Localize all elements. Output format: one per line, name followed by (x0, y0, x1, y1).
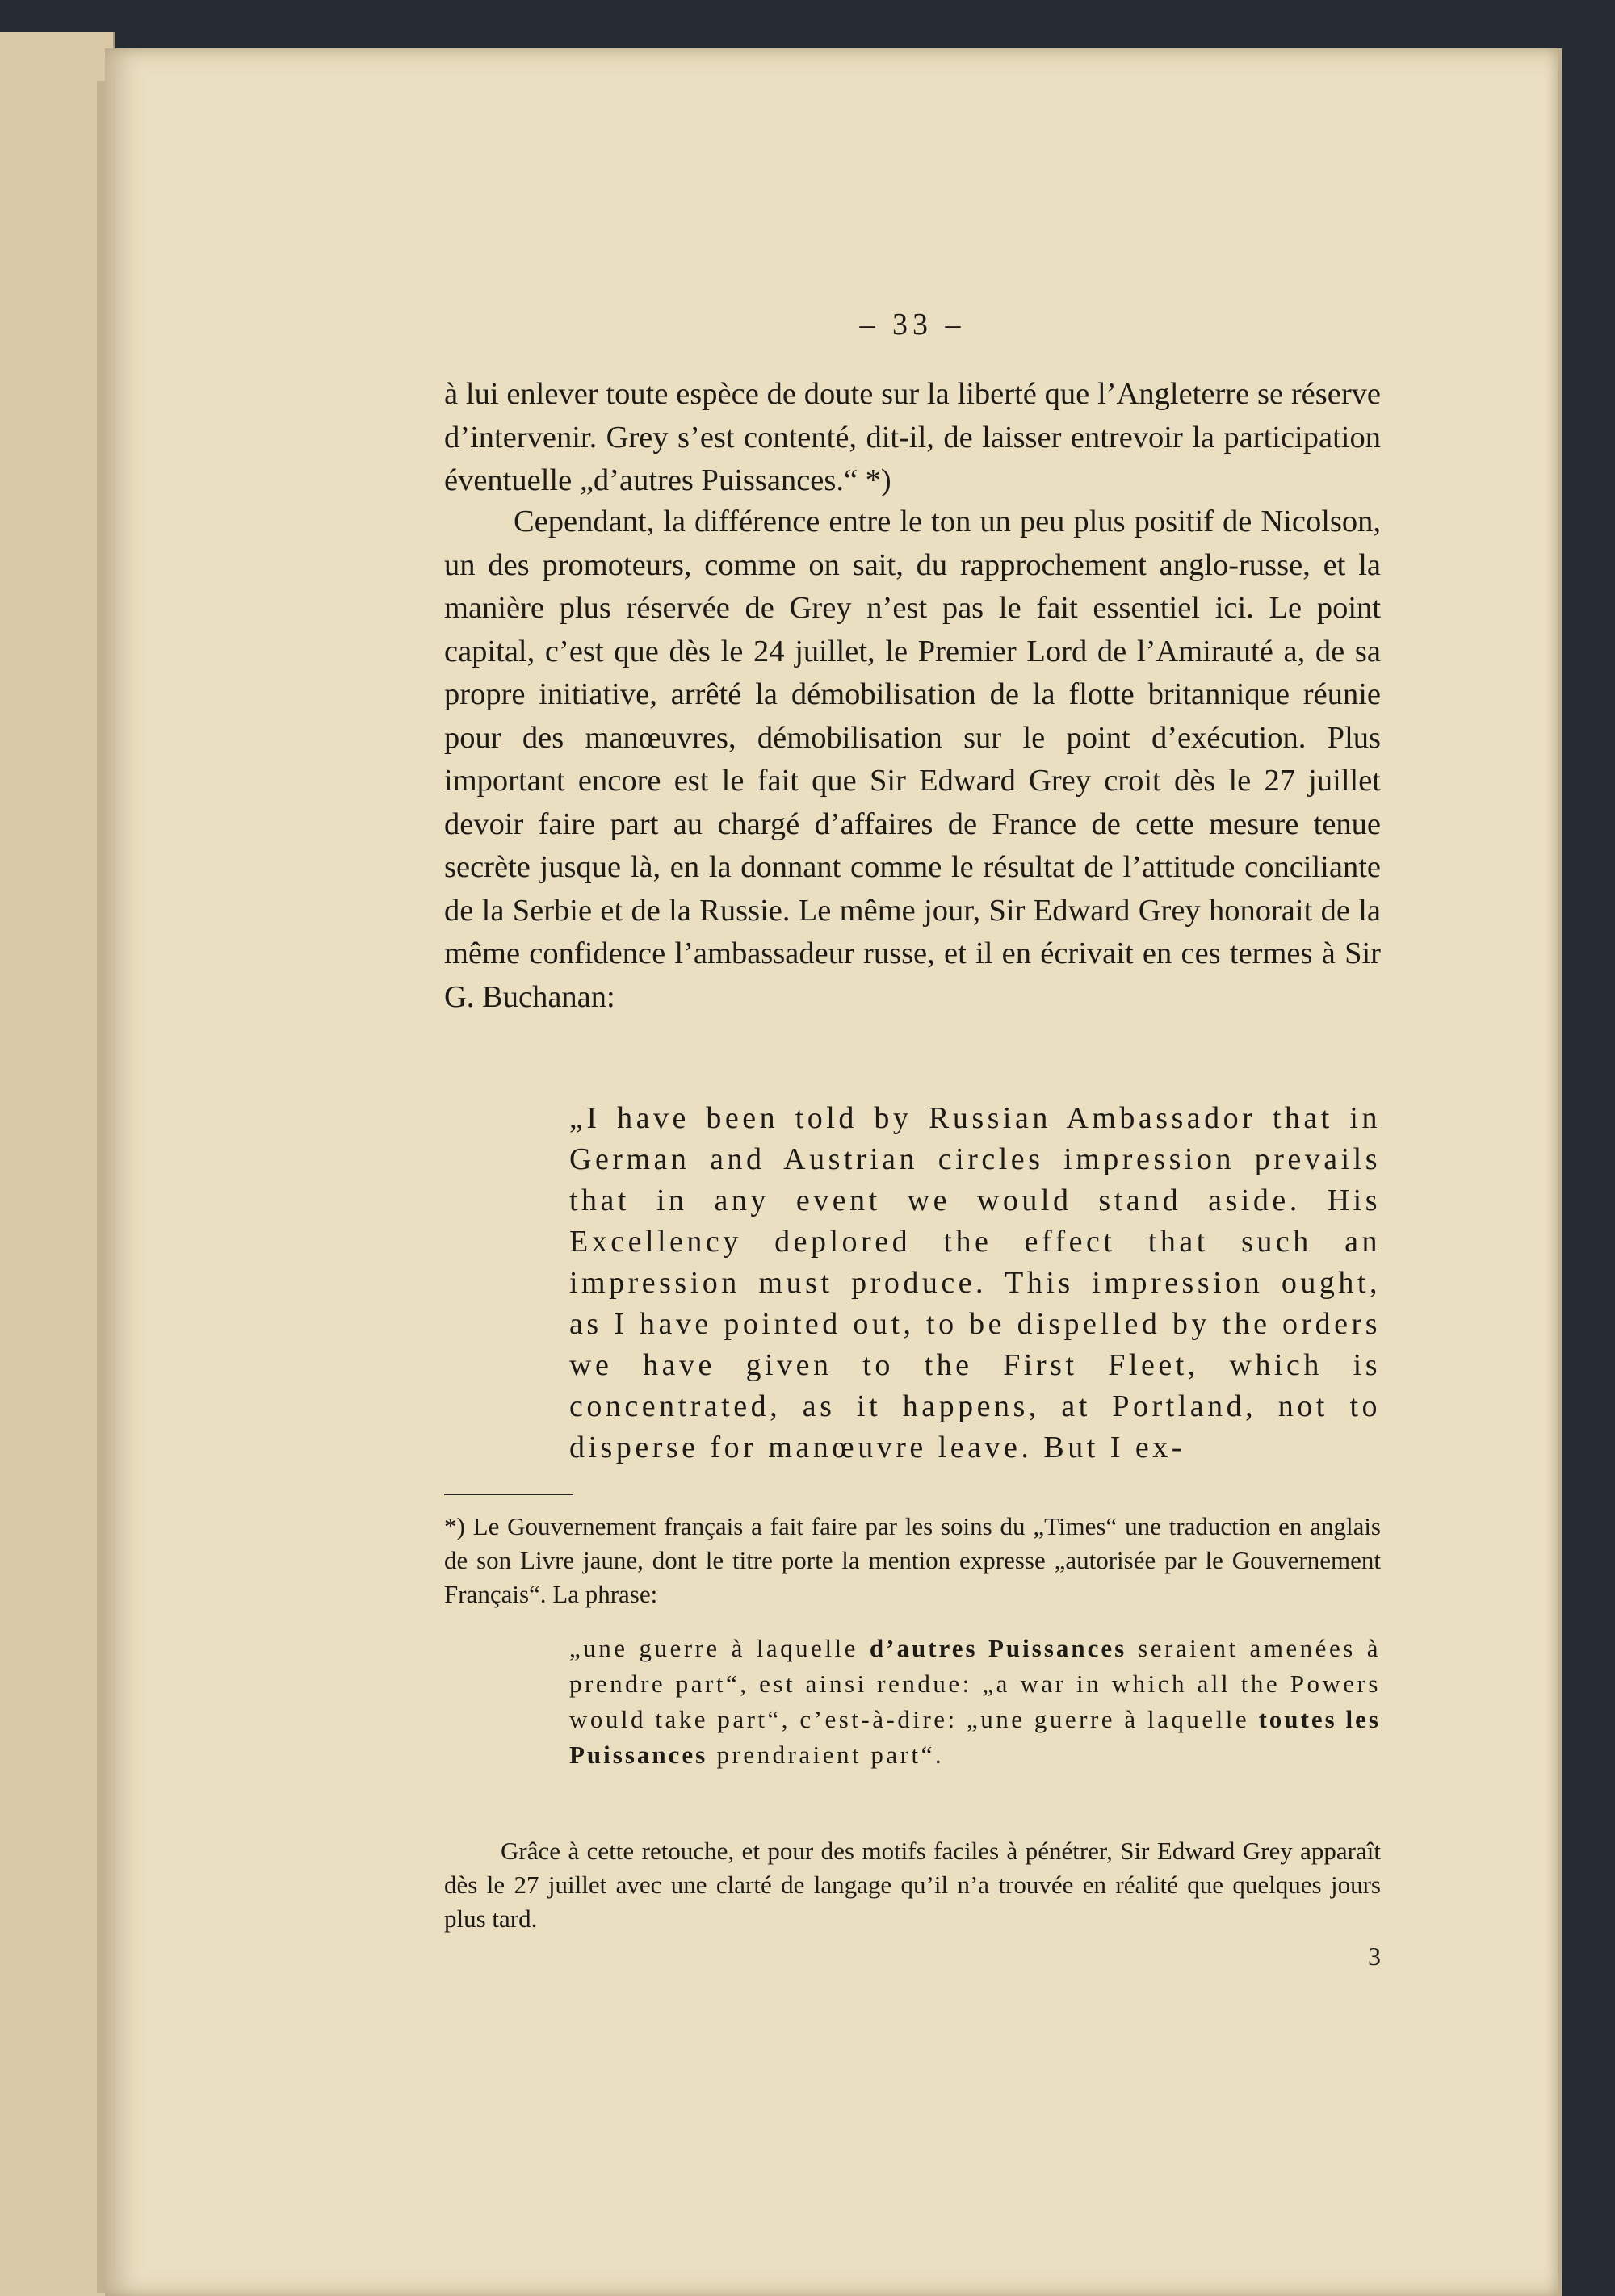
footnote-quote-part: seraient amenées à prendre part“, est ainsi rendue: „a war in which all the Powers would take part“, c’est-à-dire: „une guerre à laquelle (569, 1634, 1381, 1733)
left-page-edge (0, 32, 115, 2296)
footnote-quote-part: „une guerre à laquelle (569, 1634, 870, 1662)
paragraph-1: à lui enlever toute espèce de doute sur la liberté que l’Angleterre se réserve d’intervenir. Grey s’est contenté, dit-il, de laisser entrevoir la participation éventuelle „d’autres Puissances.“ *) (444, 377, 1381, 497)
footnote-quote-part: prendraient part“. (707, 1741, 945, 1769)
footnote-intro: *) Le Gouvernement français a fait faire par les soins du „Times“ une traduction en anglais de son Livre jaune, dont le titre porte la mention expresse „autorisée par le Gouvernement Français“. La phrase: (444, 1512, 1381, 1608)
footnote-emphasis: toutes les Puissances (569, 1705, 1381, 1769)
footnote-conclusion: Grâce à cette retouche, et pour des motifs faciles à pénétrer, Sir Edward Grey apparaît dès le 27 juillet avec une clarté de langage qu’il n’a trouvée en réalité que quelques jours plus tard. (444, 1837, 1381, 1933)
footnote-separator (444, 1494, 573, 1495)
block-quote: „I have been told by Russian Ambassador that in German and Austrian circles impression prevails that in any event we would stand aside. His Excellency deplored the effect that such an impression must produce. This impression ought, as I have pointed out, to be dispelled by the orders we have given to the First Fleet, which is concentrated, as it happens, at Portland, not to disperse for manœuvre leave. But I ex- (569, 1101, 1381, 1464)
paragraph-2: Cependant, la différence entre le ton un peu plus positif de Nicolson, un des promoteurs, comme on sait, du rapprochement anglo-russe, et la manière plus réservée de Grey n’est pas le fait essentiel ici. Le point capital, c’est que dès le 24 juillet, le Premier Lord de l’Amirauté a, de sa propre initiative, arrêté la démobilisation de la flotte britannique réunie pour des manœuvres, démobilisation sur le point d’exécution. Plus important encore est le fait que Sir Edward Grey croit dès le 27 juillet devoir faire part au chargé d’affaires de France de cette mesure tenue secrète jusque là, en la donnant comme le résultat de l’attitude conciliante de la Serbie et de la Russie. Le même jour, Sir Edward Grey honorait de la même confidence l’ambassadeur russe, et il en écrivait en ces termes à Sir G. Buchanan: (444, 505, 1381, 1014)
book-page (105, 48, 1562, 2296)
footnote-emphasis: d’autres Puissances (869, 1634, 1127, 1662)
page-number: – 33 – (859, 308, 966, 341)
signature-mark: 3 (1368, 1942, 1381, 1971)
footnote-quote (569, 1631, 1381, 1773)
